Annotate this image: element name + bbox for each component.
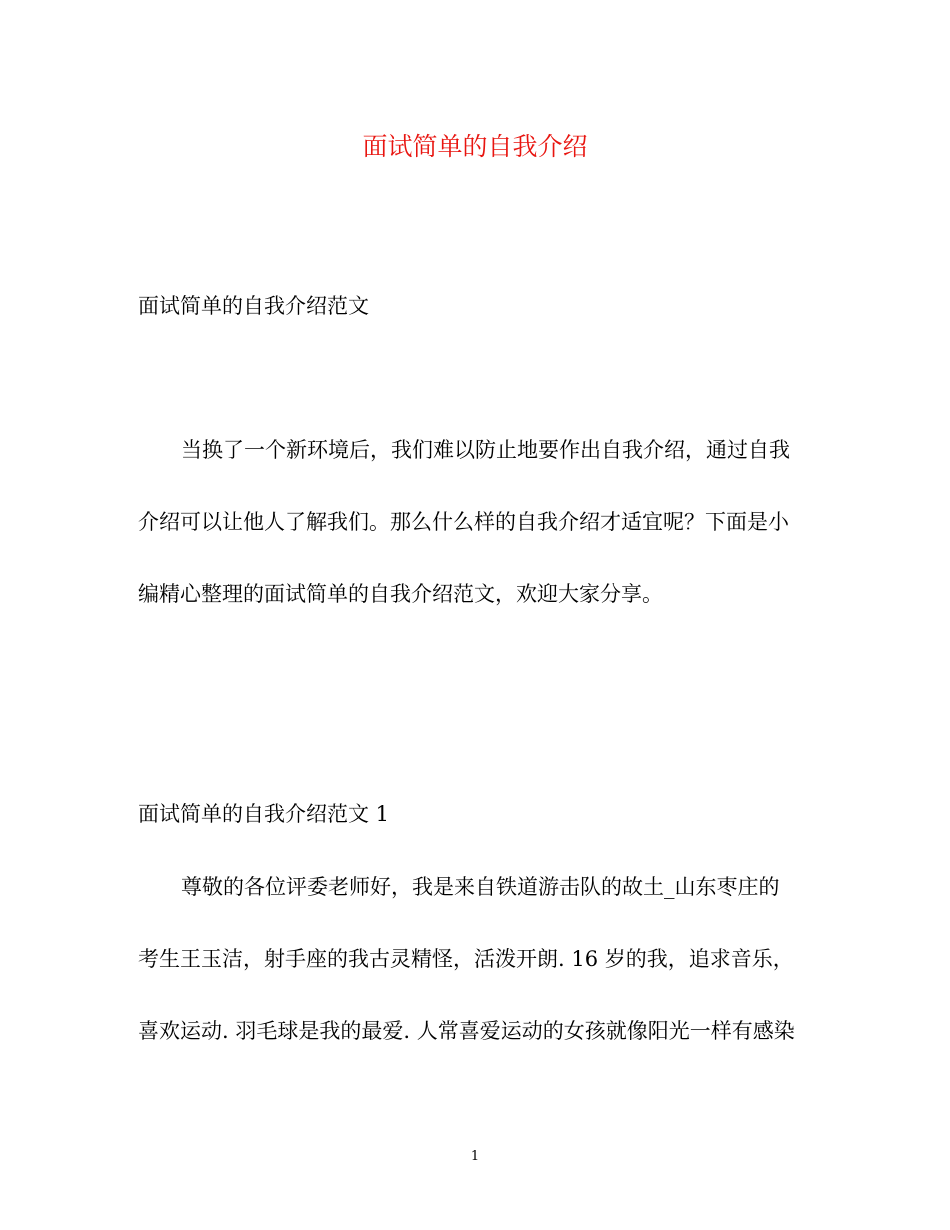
section-line: 喜欢运动. 羽毛球是我的最爱. 人常喜爱运动的女孩就像阳光一样有感染 <box>138 1019 795 1043</box>
intro-line: 当换了一个新环境后，我们难以防止地要作出自我介绍，通过自我 <box>181 438 790 462</box>
section-line: 考生王玉洁，射手座的我古灵精怪，活泼开朗. 16 岁的我，追求音乐， <box>138 947 794 971</box>
page-number: 1 <box>470 1149 480 1164</box>
document-subtitle: 面试简单的自我介绍范文 <box>138 294 369 318</box>
section-heading: 面试简单的自我介绍范文 1 <box>138 802 390 826</box>
intro-line: 编精心整理的面试简单的自我介绍范文，欢迎大家分享。 <box>138 582 663 606</box>
section-line: 尊敬的各位评委老师好，我是来自铁道游击队的故土_山东枣庄的 <box>181 875 780 899</box>
intro-line: 介绍可以让他人了解我们。那么什么样的自我介绍才适宜呢？下面是小 <box>138 510 789 534</box>
document-title: 面试简单的自我介绍 <box>362 132 588 161</box>
